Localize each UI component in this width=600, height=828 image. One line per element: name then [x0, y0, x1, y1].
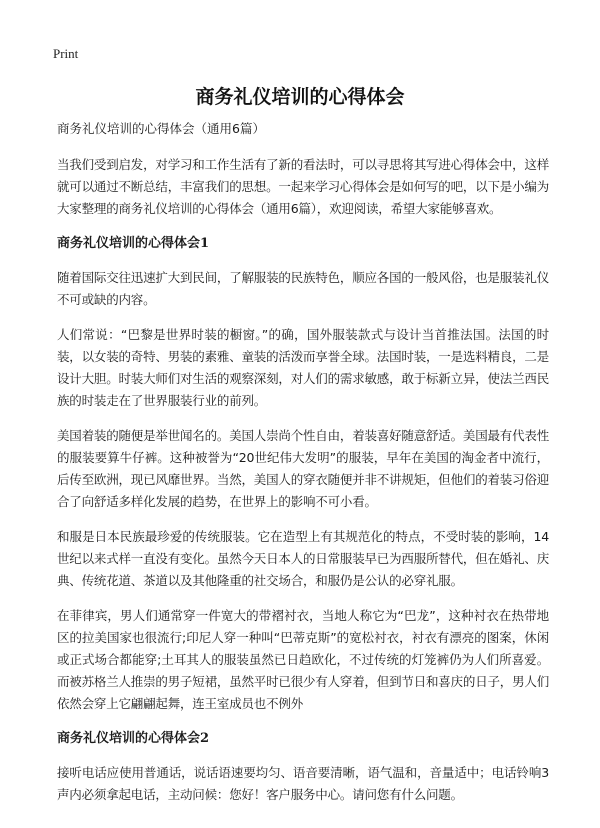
- print-link[interactable]: Print: [53, 46, 79, 61]
- paragraph: 美国着装的随便是举世闻名的。美国人崇尚个性自由，着装喜好随意舒适。美国最有代表性的服装要算牛仔裤。这种被誉为“20世纪伟大发明”的服装，早年在美国的淘金者中流行，后传至欧洲，现已风靡世界。当然，美国人的穿衣随便并非不讲规矩，但他们的着装习俗迎合了向舒适多样化发展的趋势，在世界上的影响不可小看。: [57, 428, 550, 509]
- intro-paragraph: 当我们受到启发，对学习和工作生活有了新的看法时，可以寻思将其写进心得体会中，这样就可以通过不断总结，丰富我们的思想。一起来学习心得体会是如何写的吧，以下是小编为大家整理的商务礼仪培训的心得体会（通用6篇），欢迎阅读，希望大家能够喜欢。: [57, 157, 550, 216]
- page-title: 商务礼仪培训的心得体会: [195, 86, 405, 108]
- section-heading: 商务礼仪培训的心得体会1: [57, 236, 210, 251]
- paragraph: 人们常说：“巴黎是世界时装的橱窗。”的确，国外服装款式与设计当首推法国。法国的时装，以女装的奇特、男装的素雅、童装的活泼而享誉全球。法国时装，一是选料精良，二是设计大胆。时装大师们对生活的观察深刻，对人们的需求敏感，敢于标新立异，使法兰西民族的时装走在了世界服装行业的前列。: [57, 327, 550, 408]
- document-body: [57, 118, 549, 819]
- paragraph: 和服是日本民族最珍爱的传统服装。它在造型上有其规范化的特点，不受时装的影响，14世纪以来式样一直没有变化。虽然今天日本人的日常服装早已为西服所替代，但在婚礼、庆典、传统花道、茶道以及其他隆重的社交场合，和服仍是公认的必穿礼服。: [57, 529, 550, 588]
- document-subtitle: 商务礼仪培训的心得体会（通用6篇）: [57, 121, 265, 136]
- paragraph: 随着国际交往迅速扩大到民间，了解服装的民族特色，顺应各国的一般风俗，也是服装礼仪不可或缺的内容。: [57, 270, 550, 307]
- paragraph: 接听电话应使用普通话，说话语速要均匀、语音要清晰，语气温和，音量适中；电话铃响3声内必须拿起电话，主动问候：您好！客户服务中心。请问您有什么问题。: [57, 765, 549, 802]
- paragraph: 在菲律宾，男人们通常穿一件宽大的带褶衬衣，当地人称它为“巴龙”，这种衬衣在热带地区的拉美国家也很流行;印尼人穿一种叫“巴蒂克斯”的宽松衬衣，衬衣有漂亮的图案，休闲或正式场合都能穿;土耳其人的服装虽然已日趋欧化，不过传统的灯笼裤仍为人们所喜爱。而被苏格兰人推崇的男子短裙，虽然平时已很少有人穿着，但到节日和喜庆的日子，男人们依然会穿上它翩翩起舞，连王室成员也不例外: [57, 608, 550, 711]
- section-heading: 商务礼仪培训的心得体会2: [57, 731, 210, 746]
